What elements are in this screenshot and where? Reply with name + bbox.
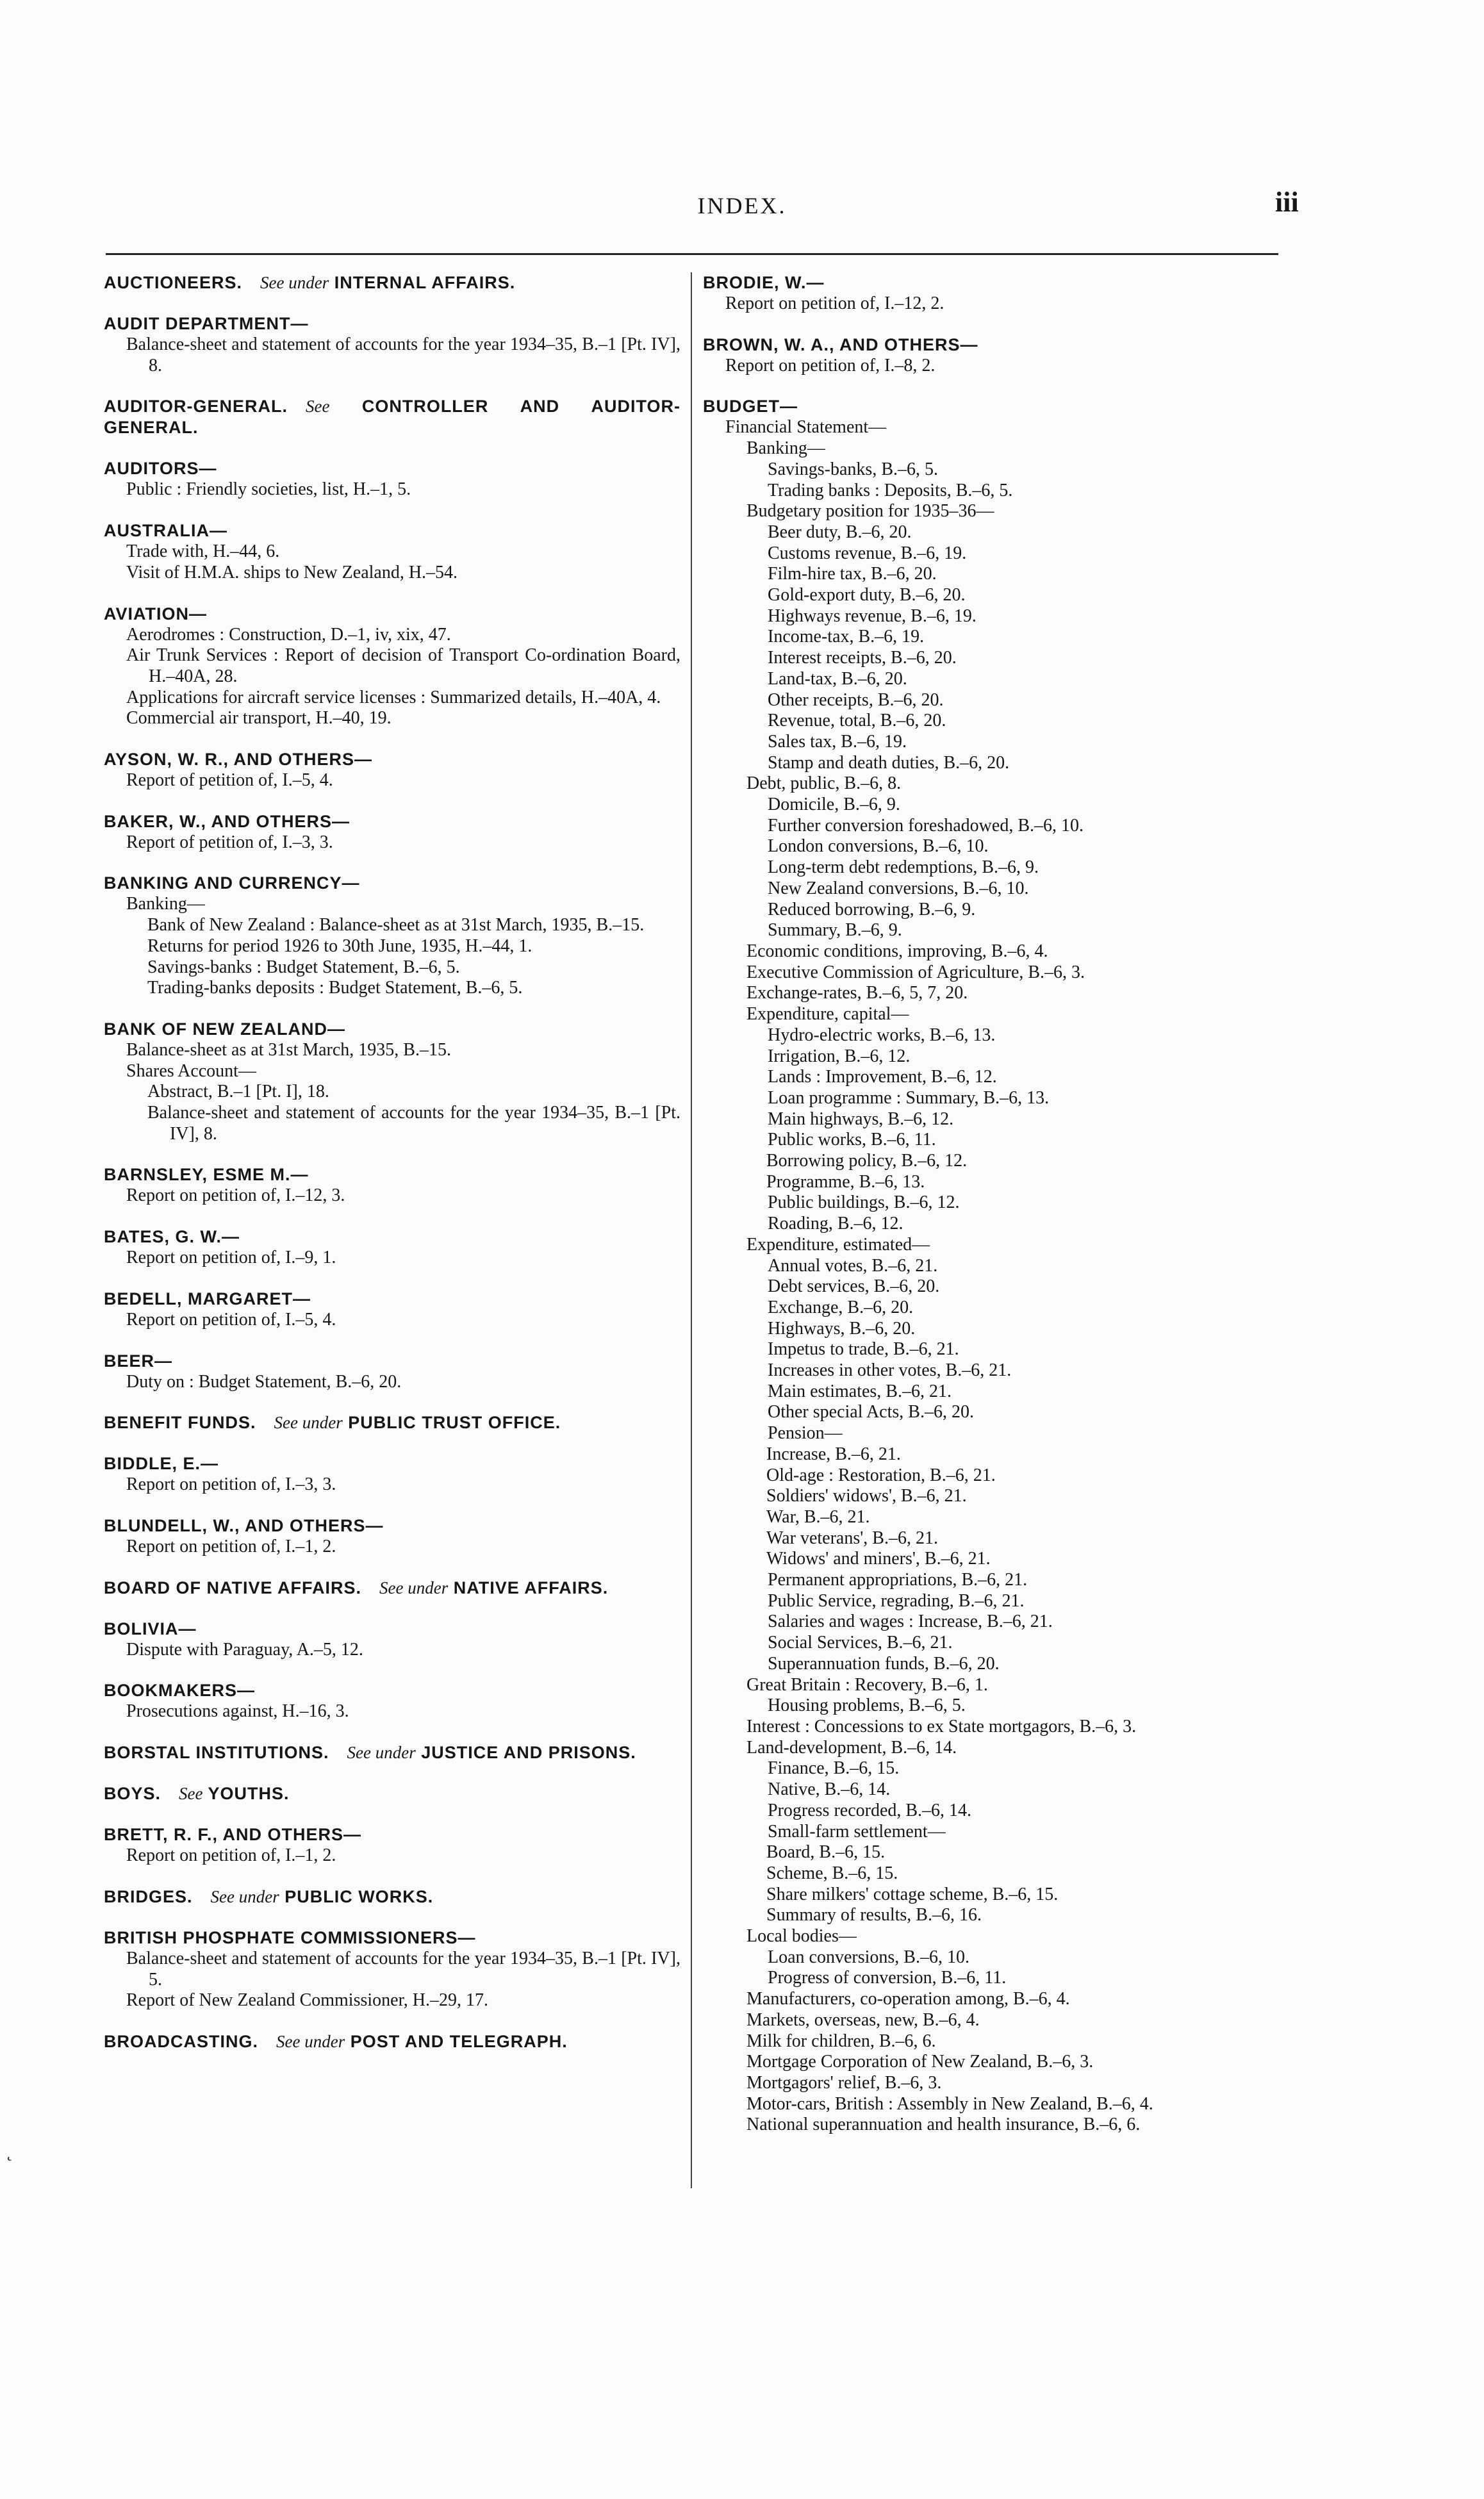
index-subentry: Commercial air transport, H.–40, 19. xyxy=(126,708,392,729)
heading-text: BROWN, W. A., AND OTHERS— xyxy=(703,334,978,354)
index-subentry: Film-hire tax, B.–6, 20. xyxy=(768,564,937,584)
index-subentry: Highways, B.–6, 20. xyxy=(768,1318,916,1339)
index-subentry: Increase, B.–6, 21. xyxy=(766,1444,901,1464)
index-subentry: Exchange, B.–6, 20. xyxy=(768,1297,914,1317)
see-reference-label: See under xyxy=(274,1413,343,1433)
index-subentry: Long-term debt redemptions, B.–6, 9. xyxy=(768,857,1039,878)
index-subentry: Returns for period 1926 to 30th June, 1935, H.–44, 1. xyxy=(147,936,532,956)
index-subentry: Beer duty, B.–6, 20. xyxy=(768,522,912,542)
entry-heading xyxy=(104,1824,680,1845)
cross-reference-target: PUBLIC TRUST OFFICE. xyxy=(348,1413,561,1433)
heading-text: AUDITOR-GENERAL. xyxy=(104,397,288,416)
index-subentry: Banking— xyxy=(746,438,825,459)
heading-text: BEER— xyxy=(104,1351,173,1371)
index-subentry: Local bodies— xyxy=(746,1926,857,1947)
heading-text: BIDDLE, E.— xyxy=(104,1454,219,1474)
heading-text: BRODIE, W.— xyxy=(703,273,825,292)
index-subentry: Dispute with Paraguay, A.–5, 12. xyxy=(126,1639,363,1660)
index-subentry: Balance-sheet and statement of accounts for the year 1934–35, B.–1 [Pt. IV], 5. xyxy=(126,1948,680,1990)
index-subentry: Impetus to trade, B.–6, 21. xyxy=(768,1339,959,1360)
index-subentry: Markets, overseas, new, B.–6, 4. xyxy=(746,2009,980,2030)
index-subentry: Revenue, total, B.–6, 20. xyxy=(768,711,946,731)
index-subentry: Progress of conversion, B.–6, 11. xyxy=(768,1968,1007,1988)
index-subentry: Public works, B.–6, 11. xyxy=(768,1130,936,1150)
heading-text: BOARD OF NATIVE AFFAIRS. xyxy=(104,1578,361,1597)
index-subentry: Hydro-electric works, B.–6, 13. xyxy=(768,1025,996,1045)
index-subentry: Superannuation funds, B.–6, 20. xyxy=(768,1653,1000,1674)
index-entry xyxy=(104,1742,680,1763)
index-column-left xyxy=(104,272,680,2072)
index-entry xyxy=(104,1351,680,1393)
index-entry xyxy=(104,1680,680,1722)
index-subentry: Share milkers' cottage scheme, B.–6, 15. xyxy=(766,1884,1059,1904)
heading-text: BORSTAL INSTITUTIONS. xyxy=(104,1743,329,1763)
index-subentry: Trading banks : Deposits, B.–6, 5. xyxy=(768,480,1013,500)
index-subentry: Board, B.–6, 15. xyxy=(766,1842,886,1863)
entry-heading xyxy=(104,1226,680,1248)
entry-heading xyxy=(703,396,1280,417)
heading-text: AUDIT DEPARTMENT— xyxy=(104,314,309,333)
heading-text: BOYS. xyxy=(104,1784,161,1804)
index-subentry: Report on petition of, I.–8, 2. xyxy=(725,355,936,375)
index-subentry: Sales tax, B.–6, 19. xyxy=(768,731,907,752)
index-subentry: Report on petition of, I.–12, 3. xyxy=(126,1185,345,1206)
heading-text: BARNSLEY, ESME M.— xyxy=(104,1165,309,1185)
index-subentry: Aerodromes : Construction, D.–1, iv, xix, 47. xyxy=(126,624,451,645)
index-subentry: Mortgage Corporation of New Zealand, B.–6, 3. xyxy=(746,2052,1094,2072)
index-entry xyxy=(104,1619,680,1661)
heading-text: AYSON, W. R., AND OTHERS— xyxy=(104,750,373,770)
index-subentry: Savings-banks, B.–6, 5. xyxy=(768,459,938,479)
see-reference-label: See under xyxy=(347,1743,416,1763)
index-subentry: Milk for children, B.–6, 6. xyxy=(746,2031,936,2051)
index-entry xyxy=(104,1226,680,1269)
entry-heading xyxy=(104,313,680,334)
index-subentry: Reduced borrowing, B.–6, 9. xyxy=(768,899,976,920)
index-subentry: Expenditure, capital— xyxy=(746,1004,909,1025)
index-subentry: Summary of results, B.–6, 16. xyxy=(766,1905,982,1926)
index-subentry: Small-farm settlement— xyxy=(768,1821,946,1842)
index-subentry: Scheme, B.–6, 15. xyxy=(766,1863,898,1883)
index-subentry: Interest : Concessions to ex State mortgagors, B.–6, 3. xyxy=(746,1717,1137,1736)
index-subentry: Report of petition of, I.–3, 3. xyxy=(126,832,333,852)
index-subentry: Public Service, regrading, B.–6, 21. xyxy=(768,1590,1025,1611)
index-subentry: New Zealand conversions, B.–6, 10. xyxy=(768,878,1029,898)
index-subentry: Further conversion foreshadowed, B.–6, 10. xyxy=(768,815,1084,836)
see-reference-label: See under xyxy=(260,273,329,292)
index-entry xyxy=(703,334,1280,377)
index-subentry: Balance-sheet and statement of accounts for the year 1934–35, B.–1 [Pt. IV], 8. xyxy=(147,1103,680,1144)
entry-heading xyxy=(104,2031,680,2052)
index-subentry: Budgetary position for 1935–36— xyxy=(746,501,994,522)
index-subentry: Report on petition of, I.–9, 1. xyxy=(126,1248,336,1268)
index-subentry: National superannuation and health insurance, B.–6, 6. xyxy=(746,2115,1141,2135)
cross-reference-target: PUBLIC WORKS. xyxy=(284,1886,434,1906)
entry-heading xyxy=(104,1289,680,1310)
heading-text: BROADCASTING. xyxy=(104,2031,258,2051)
see-reference-label: See under xyxy=(210,1886,279,1906)
index-subentry: Air Trunk Services : Report of decision of Transport Co-ordination Board, H.–40A, 28. xyxy=(126,645,680,686)
cross-reference-target: NATIVE AFFAIRS. xyxy=(453,1578,609,1597)
index-subentry: Savings-banks : Budget Statement, B.–6, 5. xyxy=(147,957,460,977)
entry-heading xyxy=(104,1783,680,1804)
heading-text: BLUNDELL, W., AND OTHERS— xyxy=(104,1515,384,1535)
index-subentry: Salaries and wages : Increase, B.–6, 21. xyxy=(768,1612,1053,1632)
index-subentry: Customs revenue, B.–6, 19. xyxy=(768,543,967,563)
index-subentry: Other special Acts, B.–6, 20. xyxy=(768,1402,974,1423)
index-entry xyxy=(104,1019,680,1145)
index-subentry: Land-tax, B.–6, 20. xyxy=(768,668,907,689)
index-subentry: Motor-cars, British : Assembly in New Zealand, B.–6, 4. xyxy=(746,2093,1153,2114)
cross-reference-target: POST AND TELEGRAPH. xyxy=(350,2031,568,2051)
heading-text: BEDELL, MARGARET— xyxy=(104,1289,311,1308)
index-entry xyxy=(104,313,680,376)
index-subentry: Exchange-rates, B.–6, 5, 7, 20. xyxy=(746,983,968,1003)
index-entry xyxy=(104,1515,680,1558)
index-subentry: War, B.–6, 21. xyxy=(766,1506,870,1527)
index-subentry: Income-tax, B.–6, 19. xyxy=(768,627,925,647)
index-entry xyxy=(104,520,680,583)
index-entry xyxy=(104,873,680,999)
header-rule xyxy=(106,253,1278,255)
index-entry xyxy=(104,1412,680,1433)
index-subentry: Financial Statement— xyxy=(725,417,887,438)
cross-reference-target: YOUTHS. xyxy=(208,1784,290,1804)
index-entry xyxy=(104,604,680,730)
entry-heading xyxy=(703,272,1280,293)
entry-heading xyxy=(104,1019,680,1040)
index-subentry: Loan conversions, B.–6, 10. xyxy=(768,1947,969,1967)
index-subentry: Stamp and death duties, B.–6, 20. xyxy=(768,752,1010,773)
index-subentry: Duty on : Budget Statement, B.–6, 20. xyxy=(126,1371,402,1392)
entry-heading xyxy=(104,811,680,832)
index-subentry: Main highways, B.–6, 12. xyxy=(768,1109,954,1129)
heading-text: BUDGET— xyxy=(703,397,798,416)
entry-heading xyxy=(104,1164,680,1185)
index-subentry: Borrowing policy, B.–6, 12. xyxy=(766,1151,968,1171)
index-entry xyxy=(104,1824,680,1867)
heading-text: AUDITORS— xyxy=(104,459,217,479)
index-subentry: Summary, B.–6, 9. xyxy=(768,920,902,941)
index-subentry: Shares Account— xyxy=(126,1060,256,1081)
index-subentry: Finance, B.–6, 15. xyxy=(768,1758,900,1779)
index-subentry: Annual votes, B.–6, 21. xyxy=(768,1255,938,1276)
index-entry xyxy=(104,1927,680,2011)
heading-text: BRIDGES. xyxy=(104,1886,193,1906)
index-subentry: Great Britain : Recovery, B.–6, 1. xyxy=(746,1674,988,1695)
index-entry xyxy=(104,1453,680,1496)
page-number: iii xyxy=(1275,186,1299,218)
index-subentry: Balance-sheet as at 31st March, 1935, B.–15. xyxy=(126,1039,451,1060)
index-subentry: Report on petition of, I.–5, 4. xyxy=(126,1309,336,1330)
cross-reference-target: INTERNAL AFFAIRS. xyxy=(334,273,516,292)
index-subentry: Native, B.–6, 14. xyxy=(768,1779,891,1800)
index-subentry: Report of New Zealand Commissioner, H.–29, 17. xyxy=(126,1990,489,2011)
index-subentry: Bank of New Zealand : Balance-sheet as at 31st March, 1935, B.–15. xyxy=(147,915,645,936)
index-entry xyxy=(104,396,680,438)
index-subentry: Programme, B.–6, 13. xyxy=(766,1171,925,1192)
index-entry xyxy=(104,1289,680,1331)
entry-heading xyxy=(104,1515,680,1537)
index-subentry: Public buildings, B.–6, 12. xyxy=(768,1192,960,1213)
entry-heading xyxy=(104,873,680,894)
entry-heading xyxy=(104,1412,680,1433)
index-entry xyxy=(104,811,680,854)
entry-heading xyxy=(104,1927,680,1949)
index-subentry: Report of petition of, I.–5, 4. xyxy=(126,770,333,791)
entry-heading xyxy=(104,520,680,541)
entry-heading xyxy=(104,1453,680,1474)
index-subentry: War veterans', B.–6, 21. xyxy=(766,1528,938,1548)
index-subentry: Land-development, B.–6, 14. xyxy=(746,1737,957,1758)
cross-reference-target: JUSTICE AND PRISONS. xyxy=(421,1743,636,1763)
entry-heading xyxy=(104,272,680,293)
index-subentry: Prosecutions against, H.–16, 3. xyxy=(126,1701,349,1722)
index-subentry: Old-age : Restoration, B.–6, 21. xyxy=(766,1465,996,1485)
see-reference-label: See xyxy=(179,1784,203,1804)
see-reference-label: See xyxy=(306,397,330,416)
index-subentry: Debt services, B.–6, 20. xyxy=(768,1276,940,1297)
entry-heading xyxy=(104,604,680,625)
see-reference-label: See under xyxy=(276,2031,345,2051)
index-subentry: Expenditure, estimated— xyxy=(746,1234,930,1255)
index-subentry: Pension— xyxy=(768,1423,843,1444)
index-subentry: Roading, B.–6, 12. xyxy=(768,1214,903,1234)
index-subentry: Report on petition of, I.–1, 2. xyxy=(126,1536,336,1556)
index-entry xyxy=(104,272,680,293)
entry-heading xyxy=(104,1619,680,1640)
heading-text: BRETT, R. F., AND OTHERS— xyxy=(104,1825,362,1845)
index-entry xyxy=(104,1164,680,1207)
index-subentry: Debt, public, B.–6, 8. xyxy=(746,773,902,794)
index-subentry: Visit of H.M.A. ships to New Zealand, H.–54. xyxy=(126,562,458,582)
heading-text: BOOKMAKERS— xyxy=(104,1681,256,1701)
heading-text: BANK OF NEW ZEALAND— xyxy=(104,1019,345,1039)
heading-text: BENEFIT FUNDS. xyxy=(104,1413,256,1433)
entry-heading xyxy=(104,1351,680,1372)
heading-text: BOLIVIA— xyxy=(104,1619,197,1638)
index-subentry: Main estimates, B.–6, 21. xyxy=(768,1381,952,1401)
entry-heading xyxy=(104,1578,680,1599)
index-entry xyxy=(104,749,680,791)
entry-heading xyxy=(104,396,680,438)
heading-text: AUCTIONEERS. xyxy=(104,273,243,292)
index-subentry: Report on petition of, I.–1, 2. xyxy=(126,1845,336,1866)
page-header-title: INDEX. xyxy=(697,193,787,219)
index-entry xyxy=(104,2031,680,2052)
index-entry xyxy=(104,1886,680,1908)
index-subentry: Progress recorded, B.–6, 14. xyxy=(768,1800,972,1820)
entry-heading xyxy=(703,334,1280,356)
index-entry xyxy=(104,1783,680,1804)
index-subentry: Widows' and miners', B.–6, 21. xyxy=(766,1549,991,1569)
index-subentry: Balance-sheet and statement of accounts for the year 1934–35, B.–1 [Pt. IV], 8. xyxy=(126,334,680,375)
index-subentry: Report on petition of, I.–3, 3. xyxy=(126,1474,336,1495)
index-subentry: Lands : Improvement, B.–6, 12. xyxy=(768,1067,997,1087)
index-subentry: Irrigation, B.–6, 12. xyxy=(768,1046,911,1066)
index-column-right xyxy=(703,272,1280,2156)
entry-heading xyxy=(104,1886,680,1908)
index-subentry: Housing problems, B.–6, 5. xyxy=(768,1695,966,1716)
index-subentry: Executive Commission of Agriculture, B.–6, 3. xyxy=(746,962,1085,982)
entry-heading xyxy=(104,749,680,770)
scan-edge-mark: ˛ xyxy=(6,2140,13,2161)
column-divider xyxy=(691,272,692,2188)
index-subentry: Manufacturers, co-operation among, B.–6, 4. xyxy=(746,1989,1070,2009)
heading-text: BATES, G. W.— xyxy=(104,1227,240,1247)
heading-text: BAKER, W., AND OTHERS— xyxy=(104,811,350,831)
index-subentry: Soldiers' widows', B.–6, 21. xyxy=(766,1486,967,1506)
entry-heading xyxy=(104,1680,680,1701)
entry-heading xyxy=(104,1742,680,1763)
heading-text: AUSTRALIA— xyxy=(104,521,227,541)
index-subentry: Increases in other votes, B.–6, 21. xyxy=(768,1360,1012,1381)
index-subentry: Abstract, B.–1 [Pt. I], 18. xyxy=(147,1082,329,1102)
index-subentry: Interest receipts, B.–6, 20. xyxy=(768,648,957,668)
index-subentry: Applications for aircraft service licenses : Summarized details, H.–40A, 4. xyxy=(126,687,661,707)
index-subentry: Highways revenue, B.–6, 19. xyxy=(768,606,977,626)
index-subentry: Report on petition of, I.–12, 2. xyxy=(725,293,944,313)
heading-text: AVIATION— xyxy=(104,604,207,623)
index-subentry: Social Services, B.–6, 21. xyxy=(768,1633,953,1653)
heading-text: BANKING AND CURRENCY— xyxy=(104,873,360,893)
index-subentry: Mortgagors' relief, B.–6, 3. xyxy=(746,2072,942,2093)
entry-heading xyxy=(104,458,680,479)
index-subentry: Economic conditions, improving, B.–6, 4. xyxy=(746,941,1048,961)
index-subentry: Banking— xyxy=(126,894,205,914)
index-subentry: Loan programme : Summary, B.–6, 13. xyxy=(768,1087,1050,1108)
see-reference-label: See under xyxy=(379,1578,449,1597)
cross-reference-target: CONTROLLER AND AUDITOR-GENERAL. xyxy=(104,397,680,438)
index-subentry: Permanent appropriations, B.–6, 21. xyxy=(768,1570,1028,1590)
index-subentry: Domicile, B.–6, 9. xyxy=(768,795,900,815)
index-subentry: Trading-banks deposits : Budget Statement, B.–6, 5. xyxy=(147,978,523,998)
index-subentry: Other receipts, B.–6, 20. xyxy=(768,689,944,710)
index-subentry: Trade with, H.–44, 6. xyxy=(126,541,280,562)
index-subentry: London conversions, B.–6, 10. xyxy=(768,836,989,857)
index-entry xyxy=(104,1578,680,1599)
heading-text: BRITISH PHOSPHATE COMMISSIONERS— xyxy=(104,1927,476,1947)
index-subentry: Gold-export duty, B.–6, 20. xyxy=(768,585,966,606)
index-entry xyxy=(703,272,1280,315)
index-entry xyxy=(104,458,680,500)
index-entry xyxy=(703,396,1280,2136)
index-subentry: Public : Friendly societies, list, H.–1, 5. xyxy=(126,479,411,500)
